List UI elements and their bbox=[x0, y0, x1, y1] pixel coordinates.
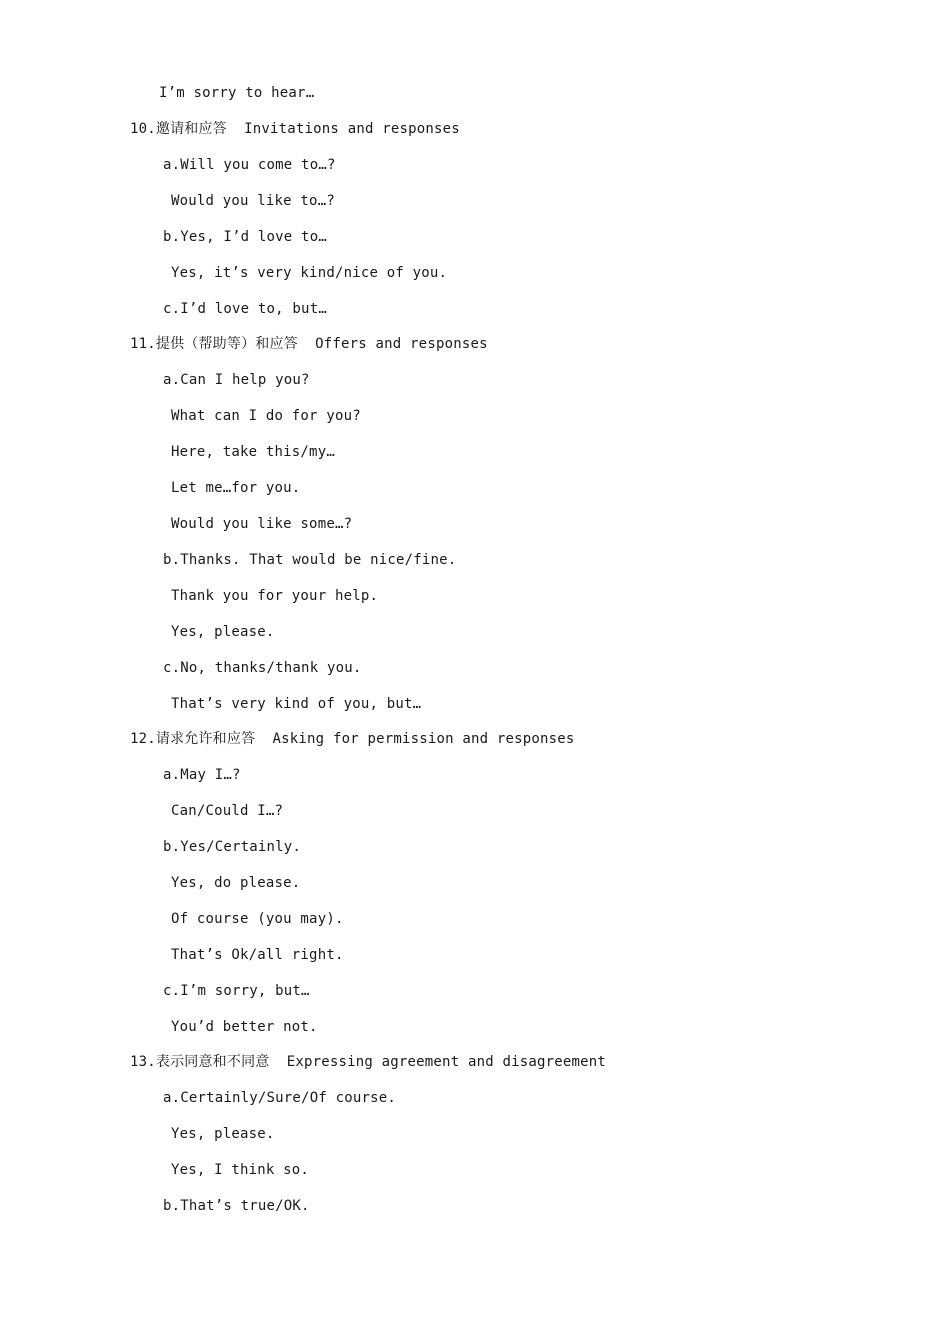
text-line: Yes, please. bbox=[171, 624, 275, 640]
text-line: I’m sorry to hear… bbox=[159, 85, 315, 101]
text-line: That’s Ok/all right. bbox=[171, 947, 344, 963]
text-line: b.Yes/Certainly. bbox=[163, 839, 302, 855]
section-heading-13: 13.表示同意和不同意 Expressing agreement and disagreement bbox=[130, 1054, 607, 1070]
text-line: c.No, thanks/thank you. bbox=[163, 660, 362, 676]
section-heading-11: 11.提供（帮助等）和应答 Offers and responses bbox=[130, 336, 488, 352]
text-line: Of course (you may). bbox=[171, 911, 344, 927]
text-line: Yes, please. bbox=[171, 1126, 275, 1142]
text-line: Thank you for your help. bbox=[171, 588, 379, 604]
text-line: b.Thanks. That would be nice/fine. bbox=[163, 552, 457, 568]
text-line: Would you like some…? bbox=[171, 516, 353, 532]
section-heading-10: 10.邀请和应答 Invitations and responses bbox=[130, 121, 460, 137]
text-line: a.May I…? bbox=[163, 767, 241, 783]
text-line: b.That’s true/OK. bbox=[163, 1198, 310, 1214]
text-line: Can/Could I…? bbox=[171, 803, 284, 819]
text-line: a.Can I help you? bbox=[163, 372, 310, 388]
text-line: Would you like to…? bbox=[171, 193, 335, 209]
text-line: a.Certainly/Sure/Of course. bbox=[163, 1090, 396, 1106]
text-line: c.I’m sorry, but… bbox=[163, 983, 310, 999]
text-line: a.Will you come to…? bbox=[163, 157, 336, 173]
text-line: Here, take this/my… bbox=[171, 444, 335, 460]
text-line: You’d better not. bbox=[171, 1019, 318, 1035]
text-line: Yes, I think so. bbox=[171, 1162, 310, 1178]
text-line: b.Yes, I’d love to… bbox=[163, 229, 327, 245]
text-line: That’s very kind of you, but… bbox=[171, 696, 422, 712]
text-line: Yes, do please. bbox=[171, 875, 301, 891]
text-line: What can I do for you? bbox=[171, 408, 361, 424]
text-line: Let me…for you. bbox=[171, 480, 301, 496]
section-heading-12: 12.请求允许和应答 Asking for permission and responses bbox=[130, 731, 575, 747]
text-line: c.I’d love to, but… bbox=[163, 301, 327, 317]
text-line: Yes, it’s very kind/nice of you. bbox=[171, 265, 448, 281]
